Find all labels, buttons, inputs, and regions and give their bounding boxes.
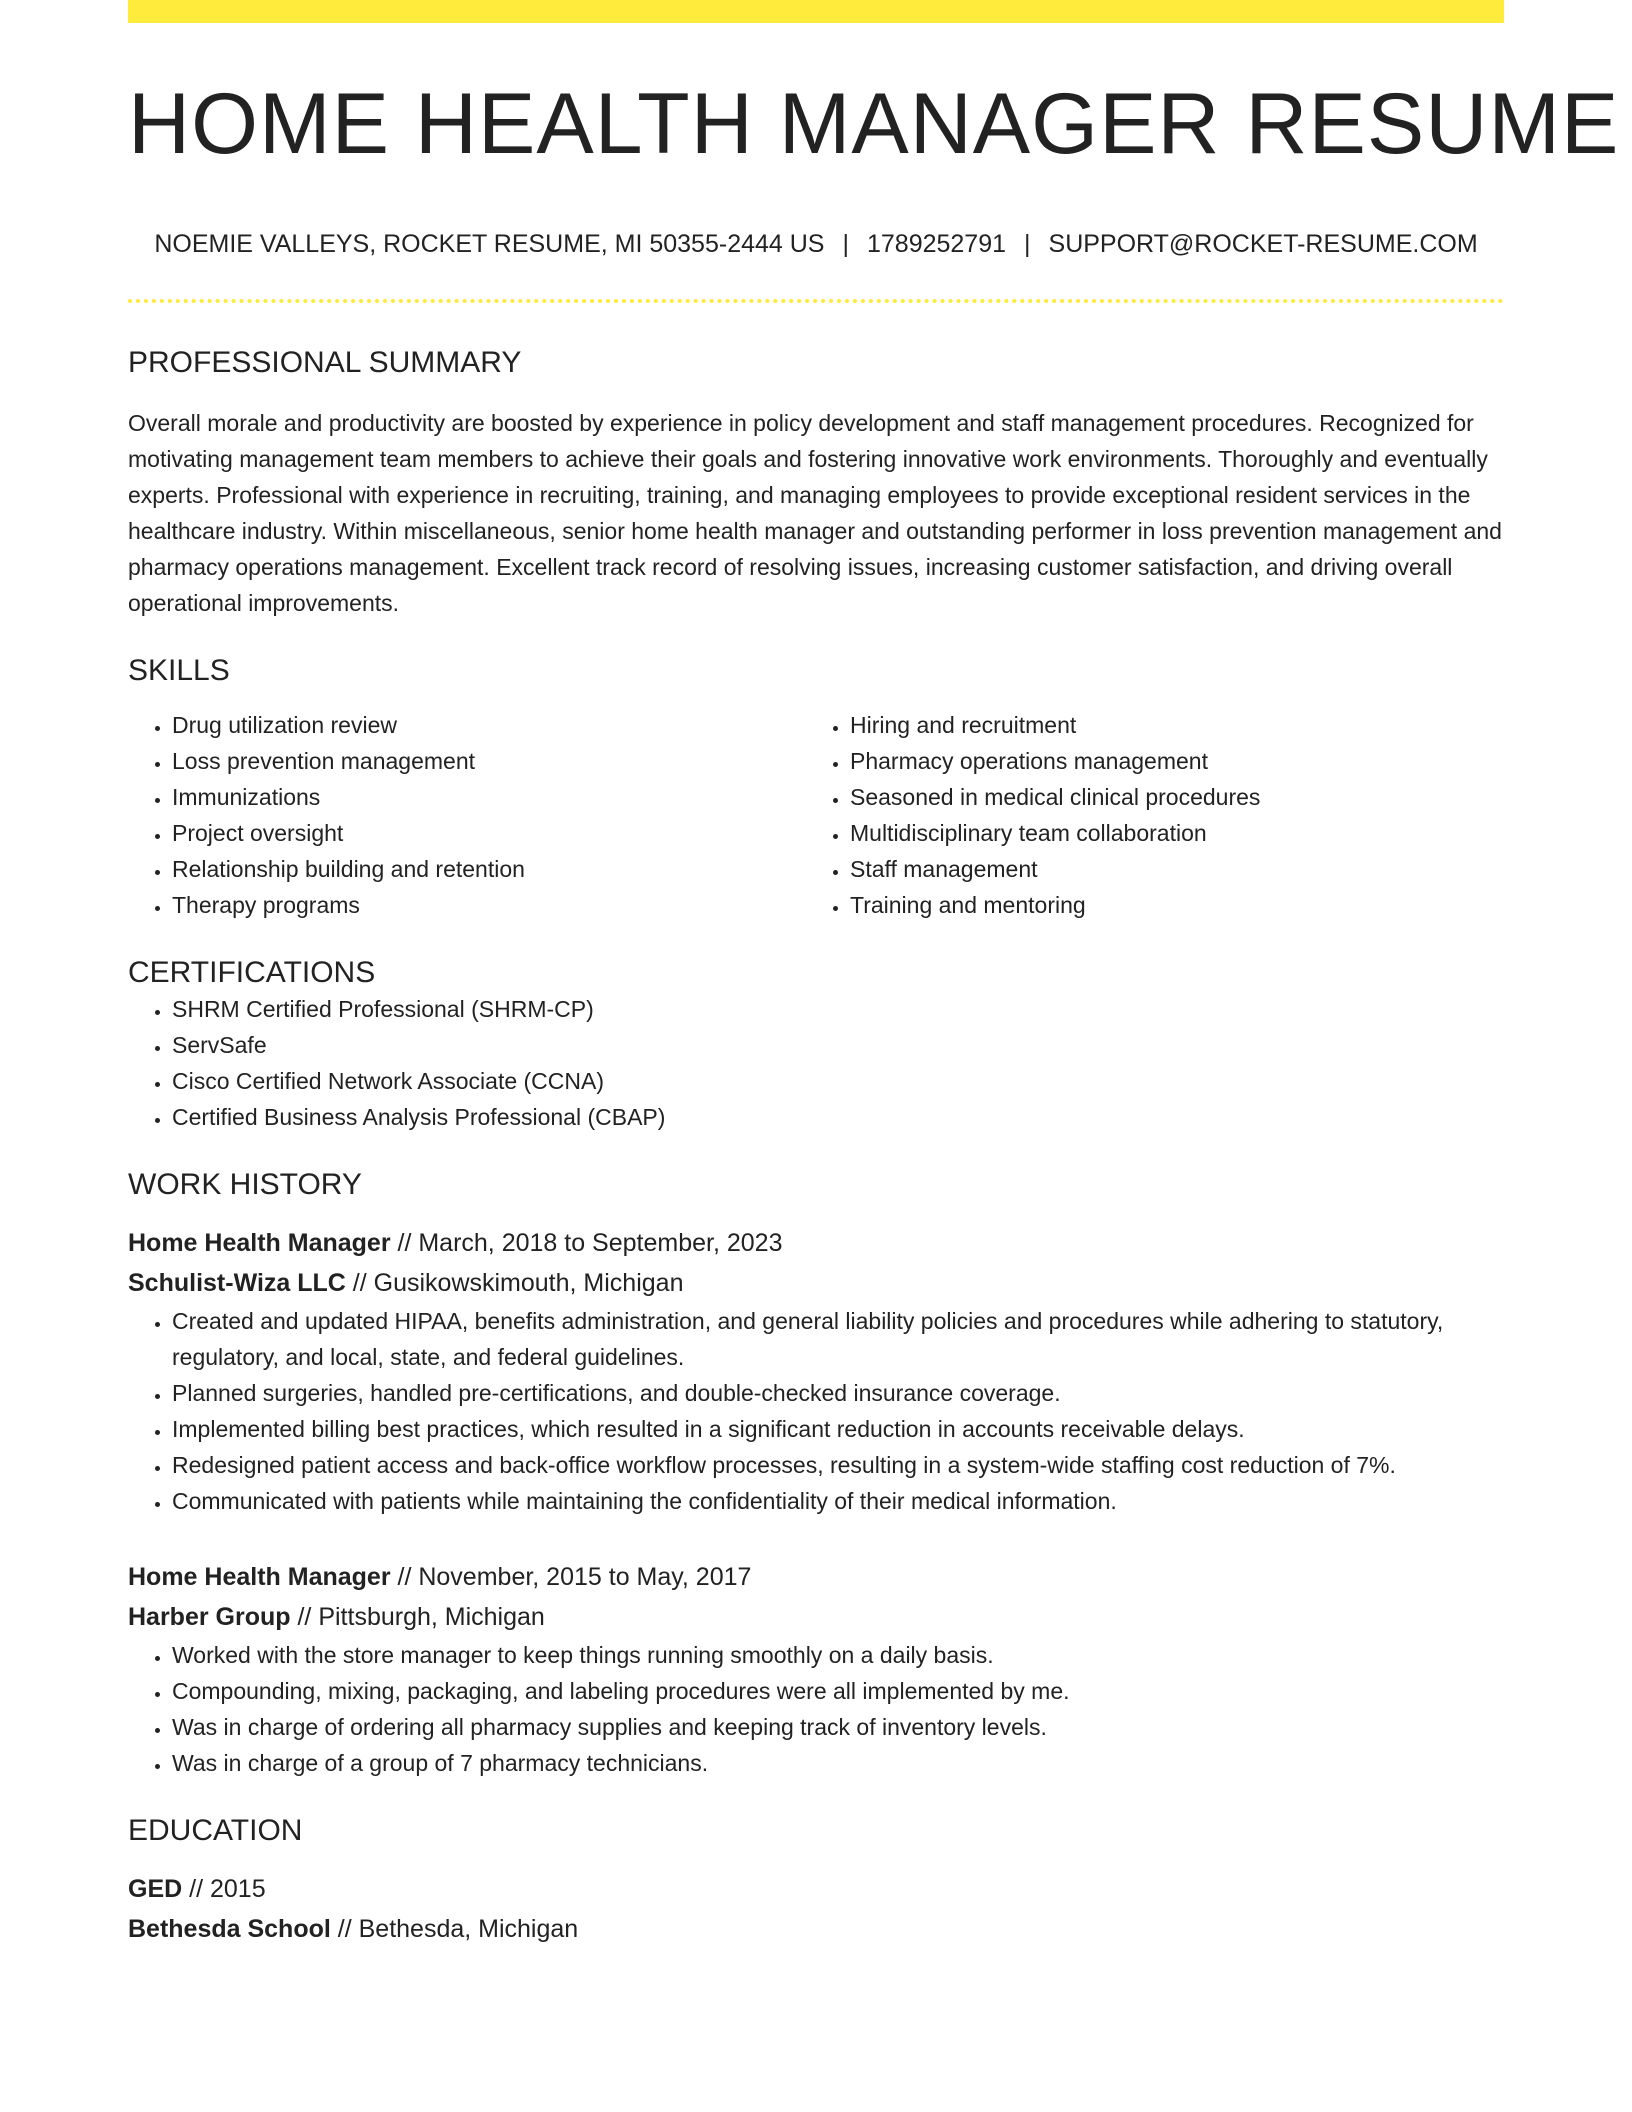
- job-role-line: [128, 1557, 1504, 1597]
- job-role: Home Health Manager: [128, 1563, 391, 1591]
- resume-title: HOME HEALTH MANAGER RESUME: [128, 76, 1620, 172]
- job-bullet: • Communicated with patients while maintaining the confidentiality of their medical information.: [172, 1483, 1504, 1519]
- job-dates: // March, 2018 to September, 2023: [397, 1229, 783, 1257]
- job-location: // Pittsburgh, Michigan: [297, 1603, 545, 1631]
- job-bullet: • Was in charge of a group of 7 pharmacy technicians.: [172, 1745, 1504, 1781]
- education-location: // Bethesda, Michigan: [337, 1915, 579, 1943]
- skills-columns: [128, 707, 1504, 923]
- resume-page: [128, 0, 1620, 1949]
- skills-list-right: [806, 707, 1484, 923]
- skill-item: • Multidisciplinary team collaboration: [850, 815, 1484, 851]
- skill-item: • Hiring and recruitment: [850, 707, 1484, 743]
- contact-line: [128, 229, 1504, 259]
- job-role-line: [128, 1223, 1504, 1263]
- contact-separator: |: [842, 230, 849, 258]
- contact-phone[interactable]: 1789252791: [866, 230, 1007, 258]
- job-entry: [128, 1557, 1504, 1781]
- education-heading: EDUCATION: [128, 1814, 303, 1847]
- skill-item: • Drug utilization review: [172, 707, 806, 743]
- job-location: // Gusikowskimouth, Michigan: [352, 1269, 684, 1297]
- job-bullets: [128, 1303, 1504, 1519]
- skill-item: • Therapy programs: [172, 887, 806, 923]
- work-history-heading: WORK HISTORY: [128, 1168, 362, 1201]
- summary-text: Overall morale and productivity are boosted by experience in policy development and staff management procedures. Recognized for motivating management team members to achieve their goals and fostering innovative work environments. Thoroughly and eventually experts. Professional with experience in recruiting, training, and managing employees to provide exceptional resident services in the healthcare industry. Within miscellaneous, senior home health manager and outstanding performer in loss prevention management and pharmacy operations management. Excellent track record of resolving issues, increasing customer satisfaction, and driving overall operational improvements.: [128, 410, 1502, 616]
- certification-item: • Cisco Certified Network Associate (CCNA): [172, 1063, 1504, 1099]
- certifications-list: [128, 991, 1504, 1135]
- job-company-line: [128, 1597, 1504, 1637]
- job-entry: [128, 1223, 1504, 1519]
- certification-item: • Certified Business Analysis Professional (CBAP): [172, 1099, 1504, 1135]
- skills-heading: SKILLS: [128, 654, 230, 687]
- job-role: Home Health Manager: [128, 1229, 391, 1257]
- dotted-divider: [128, 299, 1504, 303]
- job-bullets: [128, 1637, 1504, 1781]
- job-bullet: • Created and updated HIPAA, benefits administration, and general liability policies and procedures while adhering to statutory, regulatory, and local, state, and federal guidelines.: [172, 1303, 1504, 1375]
- education-year: // 2015: [189, 1875, 266, 1903]
- accent-top-bar: [128, 0, 1504, 23]
- certification-item: • SHRM Certified Professional (SHRM-CP): [172, 991, 1504, 1027]
- education-school-line: [128, 1909, 1504, 1949]
- job-bullet: • Compounding, mixing, packaging, and labeling procedures were all implemented by me.: [172, 1673, 1504, 1709]
- skill-item: • Staff management: [850, 851, 1484, 887]
- job-bullet: • Worked with the store manager to keep things running smoothly on a daily basis.: [172, 1637, 1504, 1673]
- contact-email[interactable]: SUPPORT@ROCKET-RESUME.COM: [1048, 230, 1478, 258]
- contact-address: NOEMIE VALLEYS, ROCKET RESUME, MI 50355-2444 US: [154, 230, 825, 258]
- skill-item: • Relationship building and retention: [172, 851, 806, 887]
- contact-separator: |: [1024, 230, 1031, 258]
- skill-item: • Pharmacy operations management: [850, 743, 1484, 779]
- skill-item: • Loss prevention management: [172, 743, 806, 779]
- skill-item: • Immunizations: [172, 779, 806, 815]
- job-company: Schulist-Wiza LLC: [128, 1269, 346, 1297]
- skills-list-left: [128, 707, 806, 923]
- job-bullet: • Was in charge of ordering all pharmacy supplies and keeping track of inventory levels.: [172, 1709, 1504, 1745]
- job-company-line: [128, 1263, 1504, 1303]
- job-bullet: • Planned surgeries, handled pre-certifications, and double-checked insurance coverage.: [172, 1375, 1504, 1411]
- certifications-heading: CERTIFICATIONS: [128, 956, 376, 989]
- job-company: Harber Group: [128, 1603, 291, 1631]
- skill-item: • Training and mentoring: [850, 887, 1484, 923]
- skill-item: • Project oversight: [172, 815, 806, 851]
- job-dates: // November, 2015 to May, 2017: [397, 1563, 752, 1591]
- skill-item: • Seasoned in medical clinical procedures: [850, 779, 1484, 815]
- summary-heading: PROFESSIONAL SUMMARY: [128, 346, 522, 379]
- education-degree-line: [128, 1869, 1504, 1909]
- certification-item: • ServSafe: [172, 1027, 1504, 1063]
- job-bullet: • Redesigned patient access and back-office workflow processes, resulting in a system-wide staffing cost reduction of 7%.: [172, 1447, 1504, 1483]
- education-entry: [128, 1869, 1504, 1949]
- education-degree: GED: [128, 1875, 183, 1903]
- job-bullet: • Implemented billing best practices, which resulted in a significant reduction in accounts receivable delays.: [172, 1411, 1504, 1447]
- education-school: Bethesda School: [128, 1915, 331, 1943]
